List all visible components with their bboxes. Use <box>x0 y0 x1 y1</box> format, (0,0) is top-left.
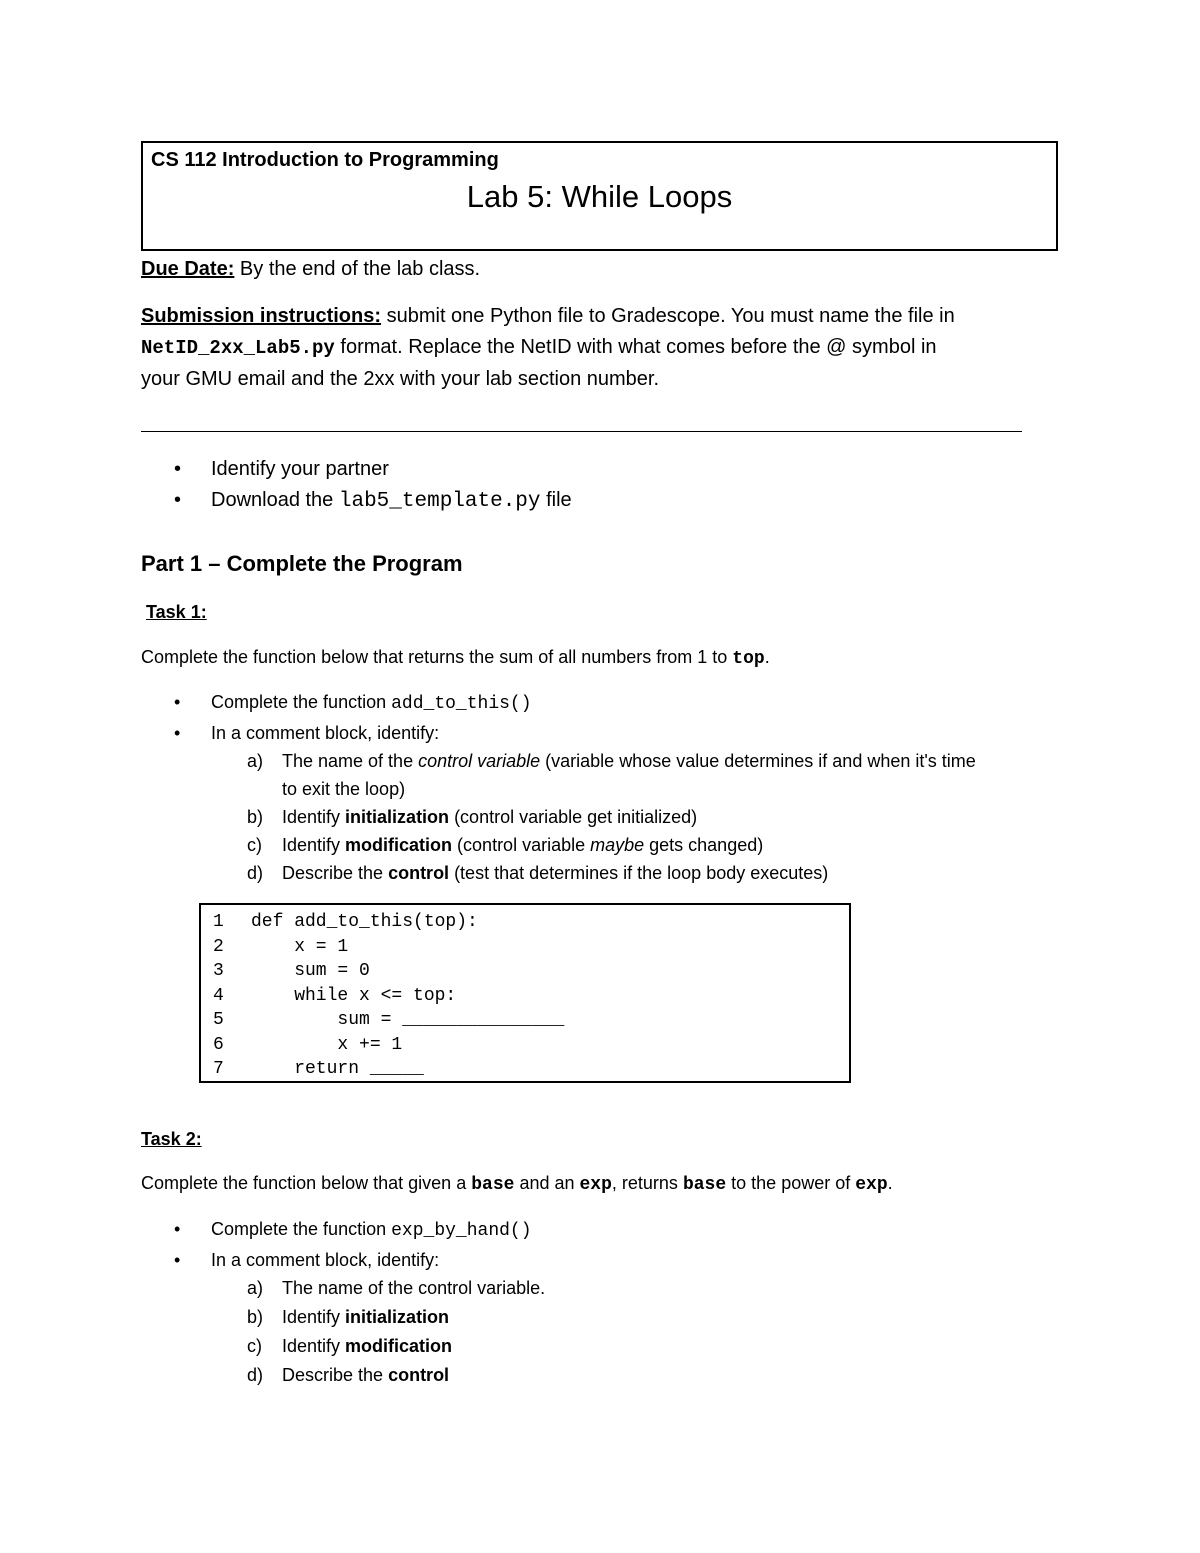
task2-desc-code: exp <box>855 1175 888 1195</box>
task2-desc-text: , returns <box>611 1173 683 1193</box>
item-strong: initialization <box>345 807 450 827</box>
code-line <box>213 935 849 960</box>
bullet-icon: • <box>174 458 182 480</box>
submission-text-3: your GMU email and the 2xx with your lab section number. <box>141 368 660 390</box>
item-text: Identify <box>282 1336 346 1356</box>
code-line <box>213 959 849 984</box>
code-line <box>213 1057 849 1082</box>
submission-filename: NetID_2xx_Lab5.py <box>141 337 335 359</box>
list-item <box>247 1361 1047 1390</box>
submission-text-2: format. Replace the NetID with what comes before the @ symbol in <box>334 336 937 358</box>
task1-desc-code: top <box>732 649 765 669</box>
task2-desc-code: base <box>471 1175 515 1195</box>
due-date-label: Due Date: <box>141 258 235 280</box>
submission-label: Submission instructions: <box>141 305 382 327</box>
task2-desc-text: Complete the function below that given a <box>141 1173 472 1193</box>
function-name: exp_by_hand() <box>391 1221 532 1241</box>
bullet-icon: • <box>174 489 182 511</box>
task1-sublist <box>247 747 1067 887</box>
list-item <box>247 1332 1047 1361</box>
list-item-text: Download the <box>211 489 339 511</box>
item-text: Identify <box>282 807 346 827</box>
course-title: CS 112 Introduction to Programming <box>151 149 499 171</box>
item-text: The name of the control variable. <box>282 1278 546 1298</box>
due-date-line <box>141 254 480 285</box>
item-text: (control variable <box>452 835 591 855</box>
line-number: 5 <box>213 1010 224 1030</box>
list-item <box>247 1303 1047 1332</box>
task2-desc-text: and an <box>514 1173 580 1193</box>
task2-desc-code: exp <box>579 1175 612 1195</box>
item-letter: c) <box>247 835 262 855</box>
task2-desc-code: base <box>682 1175 727 1195</box>
item-emphasis: maybe <box>590 835 645 855</box>
item-letter: d) <box>247 863 264 883</box>
code-line <box>213 1008 849 1033</box>
item-strong: control <box>388 1365 450 1385</box>
list-item-text: Identify your partner <box>211 458 389 480</box>
item-letter: b) <box>247 807 264 827</box>
bullet-icon: • <box>174 1219 181 1239</box>
line-number: 4 <box>213 985 224 1006</box>
code-block <box>199 903 851 1083</box>
item-text: gets changed) <box>644 835 764 855</box>
due-date-text: By the end of the lab class. <box>234 258 481 280</box>
divider <box>141 431 1022 432</box>
code-text: x = 1 <box>251 936 349 957</box>
list-item <box>247 747 1067 803</box>
item-strong: initialization <box>345 1307 450 1327</box>
task2-label: Task 2: <box>141 1129 202 1149</box>
code-line <box>213 1033 849 1058</box>
list-item <box>247 803 1067 831</box>
item-strong: control <box>388 863 450 883</box>
bullet-icon: • <box>174 692 181 712</box>
list-item <box>141 719 532 748</box>
task1-label: Task 1: <box>146 602 207 622</box>
submission-text-1: submit one Python file to Gradescope. You must name the file in <box>381 305 955 327</box>
item-letter: c) <box>247 1336 262 1356</box>
list-item <box>247 859 1067 887</box>
task2-desc-text: to the power of <box>726 1173 856 1193</box>
item-emphasis: control variable <box>418 751 541 771</box>
task2-sublist <box>247 1274 1047 1390</box>
code-text: sum = _______________ <box>251 1010 565 1030</box>
line-number: 1 <box>213 912 224 932</box>
part1-heading: Part 1 – Complete the Program <box>141 551 463 576</box>
submission-instructions <box>141 301 955 395</box>
task1-list <box>141 688 532 748</box>
code-text: sum = 0 <box>251 961 370 981</box>
task2-list <box>141 1215 532 1275</box>
task1-desc-text: Complete the function below that returns the sum of all numbers from 1 to <box>141 647 733 667</box>
bullet-icon: • <box>174 723 181 743</box>
code-text: def add_to_this(top): <box>251 912 478 932</box>
task2-desc-suffix: . <box>887 1173 893 1193</box>
item-text: Describe the <box>282 863 389 883</box>
item-text: Identify <box>282 835 346 855</box>
task2-description <box>141 1173 893 1195</box>
task1-desc-suffix: . <box>764 647 770 667</box>
item-letter: a) <box>247 1278 264 1298</box>
item-letter: d) <box>247 1365 264 1385</box>
list-item-text: Complete the function <box>211 692 392 712</box>
task1-description <box>141 647 770 669</box>
list-item <box>141 1246 532 1275</box>
line-number: 7 <box>213 1059 224 1079</box>
list-item <box>247 1274 1047 1303</box>
item-text: to exit the loop) <box>282 779 406 799</box>
item-strong: modification <box>345 835 453 855</box>
line-number: 3 <box>213 961 224 981</box>
item-text: (control variable get initialized) <box>449 807 698 827</box>
lab-title: Lab 5: While Loops <box>466 179 733 214</box>
list-item <box>141 454 572 485</box>
item-strong: modification <box>345 1336 453 1356</box>
item-letter: a) <box>247 751 264 771</box>
list-item <box>141 688 532 719</box>
function-name: add_to_this() <box>391 694 532 714</box>
list-item-text: Complete the function <box>211 1219 392 1239</box>
bullet-icon: • <box>174 1250 181 1270</box>
code-text: x += 1 <box>251 1034 403 1055</box>
code-line <box>213 910 849 935</box>
template-filename: lab5_template.py <box>338 490 541 513</box>
line-number: 2 <box>213 936 224 957</box>
list-item-text: In a comment block, identify: <box>211 1250 440 1270</box>
item-text: The name of the <box>282 751 419 771</box>
item-letter: b) <box>247 1307 264 1327</box>
item-text: (test that determines if the loop body executes) <box>449 863 829 883</box>
list-item <box>141 1215 532 1246</box>
header-box <box>141 141 1058 251</box>
code-text: while x <= top: <box>251 985 457 1006</box>
list-item <box>141 485 572 517</box>
list-item <box>247 831 1067 859</box>
list-item-text: In a comment block, identify: <box>211 723 440 743</box>
item-text: Describe the <box>282 1365 389 1385</box>
code-line <box>213 984 849 1009</box>
item-text: Identify <box>282 1307 346 1327</box>
code-text: return _____ <box>251 1059 424 1079</box>
item-text: (variable whose value determines if and when it's time <box>540 751 976 771</box>
line-number: 6 <box>213 1034 224 1055</box>
intro-list <box>141 454 572 517</box>
list-item-text: file <box>540 489 572 511</box>
